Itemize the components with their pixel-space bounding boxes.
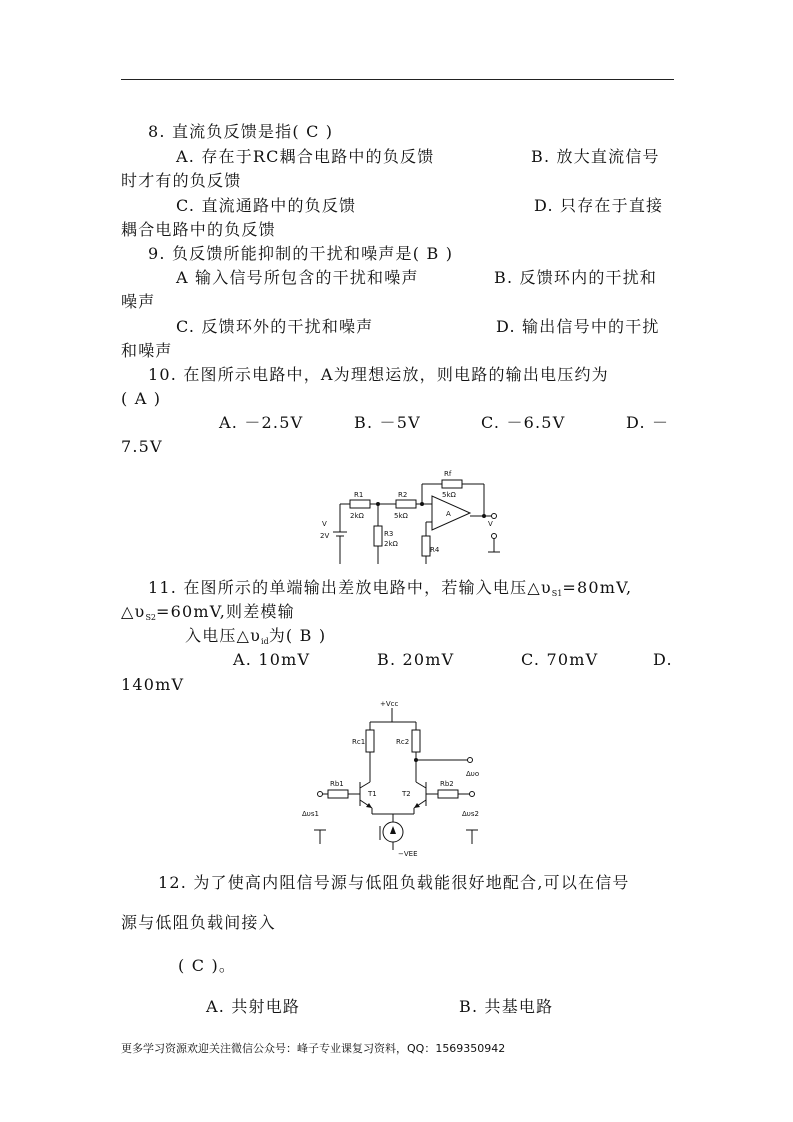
q10-r3-label: R3 [384,530,394,538]
q9-option-d: D. 输出信号中的干扰 [496,317,660,336]
q8-stem: 8. 直流负反馈是指( C ) [148,122,334,141]
q9-stem: 9. 负反馈所能抑制的干扰和噪声是( B ) [148,244,454,263]
q9-option-c: C. 反馈环外的干扰和噪声 [176,317,374,336]
q10-r4-label: R4 [430,546,440,554]
q10-option-b: B. －5V [354,413,421,432]
q10-option-d: D. － [626,413,670,432]
q11-t1-label: T1 [368,790,377,798]
q10-circuit-diagram [318,464,508,569]
q11-circuit-diagram [300,694,500,859]
q11-vo-label: Δυo [466,770,480,778]
q10-r1-label: R1 [354,491,364,499]
q8-option-a: A. 存在于RC耦合电路中的负反馈 [176,147,435,166]
q11-stem-b: $\triangle\upsilon_{S2}=60mV$,则差模输 [121,602,295,622]
q10-stem: 10. 在图所示电路中，A为理想运放，则电路的输出电压约为 [148,365,609,384]
q10-r3-value: 2kΩ [384,540,398,548]
q10-rf-value: 5kΩ [442,491,456,499]
q11-option-a: A. 10mV [233,650,311,669]
q10-opamp-label: A [446,510,451,518]
q11-rc1-label: Rc1 [352,738,366,746]
q12-option-b: B. 共基电路 [459,997,554,1016]
q9-option-b-cont: 噪声 [121,292,156,311]
q11-stem-a: 11. 在图所示的单端输出差放电路中，若输入电压$\triangle\upsilon_{S1}=80mV$, [148,578,633,598]
q12-option-a: A. 共射电路 [206,997,301,1016]
q9-option-b: B. 反馈环内的干扰和 [494,268,658,287]
q11-vee-label: −VEE [398,850,418,858]
q9-option-d-cont: 和噪声 [121,341,173,360]
q11-stem-c: 入电压$\triangle\upsilon_{id}$为( B ) [185,626,327,646]
q11-t2-label: T2 [402,790,411,798]
q11-vcc-label: +Vcc [380,700,399,708]
q11-rb2-label: Rb2 [440,780,454,788]
q10-output-label: V [488,520,493,528]
q11-option-d: D. [653,650,673,669]
q8-option-d: D. 只存在于直接 [534,196,664,215]
q8-option-b-cont: 时才有的负反馈 [121,171,242,190]
q10-option-d-cont: 7.5V [121,437,163,456]
q12-stem: 12. 为了使高内阻信号源与低阻负载能很好地配合,可以在信号 [158,873,630,892]
q10-rf-label: Rf [444,470,452,478]
q10-r2-label: R2 [398,491,408,499]
page-footer: 更多学习资源欢迎关注微信公众号：峰子专业课复习资料，QQ：1569350942 [121,1042,506,1055]
q8-option-c: C. 直流通路中的负反馈 [176,196,357,215]
q11-vs1-label: Δυs1 [302,810,319,818]
q11-option-c: C. 70mV [521,650,599,669]
q8-option-d-cont: 耦合电路中的负反馈 [121,220,276,239]
q11-vs2-label: Δυs2 [462,810,479,818]
q8-option-b: B. 放大直流信号 [531,147,660,166]
q10-r1-value: 2kΩ [350,512,364,520]
q10-option-a: A. －2.5V [219,413,304,432]
header-rule [121,79,674,80]
q11-rb1-label: Rb1 [330,780,344,788]
q12-answer: ( C )。 [178,956,237,975]
q10-option-c: C. －6.5V [481,413,566,432]
q9-option-a: A 输入信号所包含的干扰和噪声 [176,268,419,287]
q11-option-d-cont: 140mV [121,675,185,694]
q12-stem-cont: 源与低阻负载间接入 [121,913,276,932]
q10-source-value: 2V [320,532,330,540]
q10-source-label: V [322,520,327,528]
q10-r2-value: 5kΩ [394,512,408,520]
q11-option-b: B. 20mV [377,650,455,669]
q10-answer: ( A ) [121,389,162,408]
q11-rc2-label: Rc2 [396,738,410,746]
